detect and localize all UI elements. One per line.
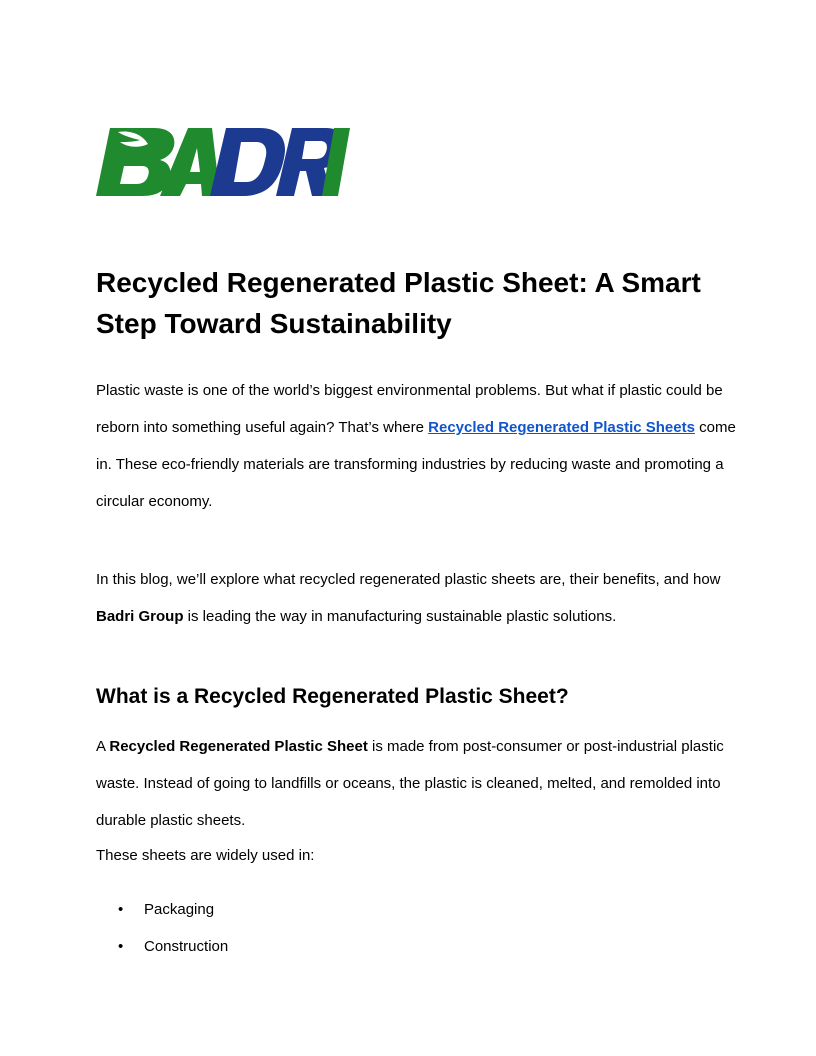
list-item-label: Packaging [144, 901, 215, 918]
blog-text-end: is leading the way in manufacturing sustainable plastic solutions. [183, 608, 617, 625]
badri-group-bold: Badri Group [96, 608, 184, 625]
bullet-icon: • [118, 938, 124, 955]
intro-text-start: Plastic waste is one of the world’s biggest environmental problems. But what if plastic could be reborn into something useful again? That’s where [96, 382, 723, 436]
recycled-sheets-link[interactable]: Recycled Regenerated Plastic Sheets [428, 419, 695, 436]
list-item [96, 928, 228, 965]
section-heading: What is a Recycled Regenerated Plastic Sheet? [96, 685, 569, 708]
definition-paragraph [96, 728, 736, 839]
uses-intro: These sheets are widely used in: [96, 847, 315, 864]
blog-paragraph [96, 561, 736, 635]
definition-bold: Recycled Regenerated Plastic Sheet [109, 738, 368, 755]
page-title: Recycled Regenerated Plastic Sheet: A Smart Step Toward Sustainability [96, 267, 701, 339]
list-item [96, 891, 228, 928]
badri-logo [96, 126, 350, 198]
definition-text-start: A [96, 738, 110, 755]
blog-text-start: In this blog, we’ll explore what recycled regenerated plastic sheets are, their benefits, and how [96, 571, 721, 588]
uses-list [96, 891, 228, 965]
definition-text-end: is made from post-consumer or post-industrial plastic waste. Instead of going to landfills or oceans, the plastic is cleaned, melted, and remolded into durable plastic sheets. [96, 738, 724, 829]
list-item-label: Construction [144, 938, 229, 955]
badri-logo-graphic [96, 126, 350, 198]
intro-text-end: come in. These eco-friendly materials are transforming industries by reducing waste and promoting a circular economy. [96, 419, 736, 510]
intro-paragraph [96, 372, 736, 520]
bullet-icon: • [118, 901, 124, 918]
